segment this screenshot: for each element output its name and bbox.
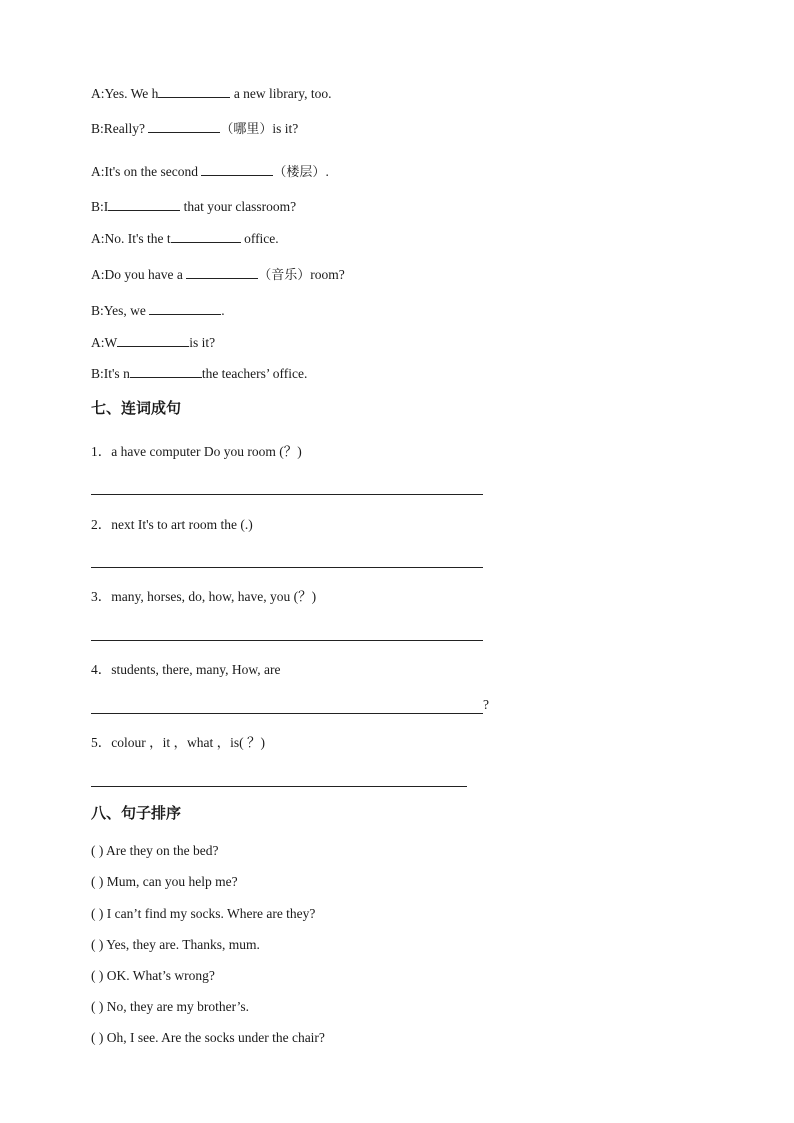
answer-blank[interactable] [158, 84, 230, 98]
answer-line[interactable] [91, 567, 483, 568]
chinese-hint: （音乐） [258, 268, 311, 283]
line-text: a new library, too. [230, 86, 332, 101]
chinese-hint: （楼层） [273, 165, 326, 180]
section-title: 七、连词成句 [91, 399, 182, 417]
line-text: B:I [91, 199, 109, 214]
line-text: A:It's on the second [91, 164, 202, 179]
line-text: B:Yes, we [91, 303, 150, 318]
sentence-item: 5．colour ，it ，what ，is( ？) [91, 735, 265, 750]
dialogue-line-4 [91, 197, 296, 216]
dialogue-line-2 [91, 119, 298, 139]
order-bracket[interactable]: ( ) [91, 1030, 104, 1045]
line-text: is it? [272, 121, 299, 136]
ordering-text: Oh, I see. Are the socks under the chair? [106, 1030, 325, 1045]
answer-blank[interactable] [148, 119, 220, 133]
line-text: B:Really? [91, 121, 149, 136]
ordering-item [91, 998, 249, 1016]
ordering-item [91, 936, 260, 954]
dialogue-line-8 [91, 333, 215, 352]
sentence-item: 1．a have computer Do you room (？) [91, 444, 302, 459]
ordering-text: No, they are my brother’s. [106, 999, 249, 1014]
dialogue-line-7 [91, 301, 225, 320]
order-bracket[interactable]: ( ) [91, 937, 104, 952]
order-bracket[interactable]: ( ) [91, 999, 104, 1014]
answer-blank[interactable] [186, 265, 258, 279]
section-title: 八、句子排序 [91, 804, 182, 822]
line-text: . [221, 303, 225, 318]
sentence-item: 2．next It's to art room the (.) [91, 517, 253, 532]
line-text: is it? [189, 335, 216, 350]
sentence-item: 3．many, horses, do, how, have, you (？) [91, 589, 317, 604]
ordering-item [91, 1029, 325, 1047]
order-bracket[interactable]: ( ) [91, 968, 104, 983]
ordering-text: OK. What’s wrong? [106, 968, 215, 983]
ordering-item [91, 873, 238, 891]
line-text: A:W [91, 335, 118, 350]
ordering-item [91, 842, 218, 860]
answer-line[interactable] [91, 713, 483, 714]
order-bracket[interactable]: ( ) [91, 874, 104, 889]
dialogue-line-9 [91, 364, 307, 383]
line-text: the teachers’ office. [201, 366, 308, 381]
ordering-text: Mum, can you help me? [106, 874, 238, 889]
answer-blank[interactable] [171, 229, 241, 243]
line-text: A:No. It's the t [91, 231, 171, 246]
sentence-item: 4．students, there, many, How, are [91, 662, 281, 677]
ordering-item [91, 967, 215, 985]
ordering-text: Yes, they are. Thanks, mum. [106, 937, 260, 952]
line-text: office. [240, 231, 279, 246]
answer-blank[interactable] [117, 333, 189, 347]
dialogue-line-6 [91, 265, 345, 285]
answer-line[interactable] [91, 786, 467, 787]
line-text: A:Do you have a [91, 267, 187, 282]
line-text: . [325, 164, 329, 179]
ordering-text: Are they on the bed? [106, 843, 219, 858]
answer-blank[interactable] [108, 197, 180, 211]
order-bracket[interactable]: ( ) [91, 843, 104, 858]
chinese-hint: （哪里） [220, 122, 273, 137]
answer-blank[interactable] [201, 162, 273, 176]
line-text: B:It's n [91, 366, 130, 381]
line-text: A:Yes. We h [91, 86, 159, 101]
order-bracket[interactable]: ( ) [91, 906, 104, 921]
end-question-mark: ? [483, 697, 489, 712]
line-text: that your classroom? [180, 199, 297, 214]
dialogue-line-1 [91, 84, 332, 103]
answer-blank[interactable] [149, 301, 221, 315]
answer-line[interactable] [91, 494, 483, 495]
line-text: room? [310, 267, 345, 282]
dialogue-line-5 [91, 229, 279, 248]
ordering-item [91, 905, 315, 923]
ordering-text: I can’t find my socks. Where are they? [106, 906, 316, 921]
answer-blank[interactable] [130, 364, 202, 378]
answer-line[interactable] [91, 640, 483, 641]
dialogue-line-3 [91, 162, 329, 182]
